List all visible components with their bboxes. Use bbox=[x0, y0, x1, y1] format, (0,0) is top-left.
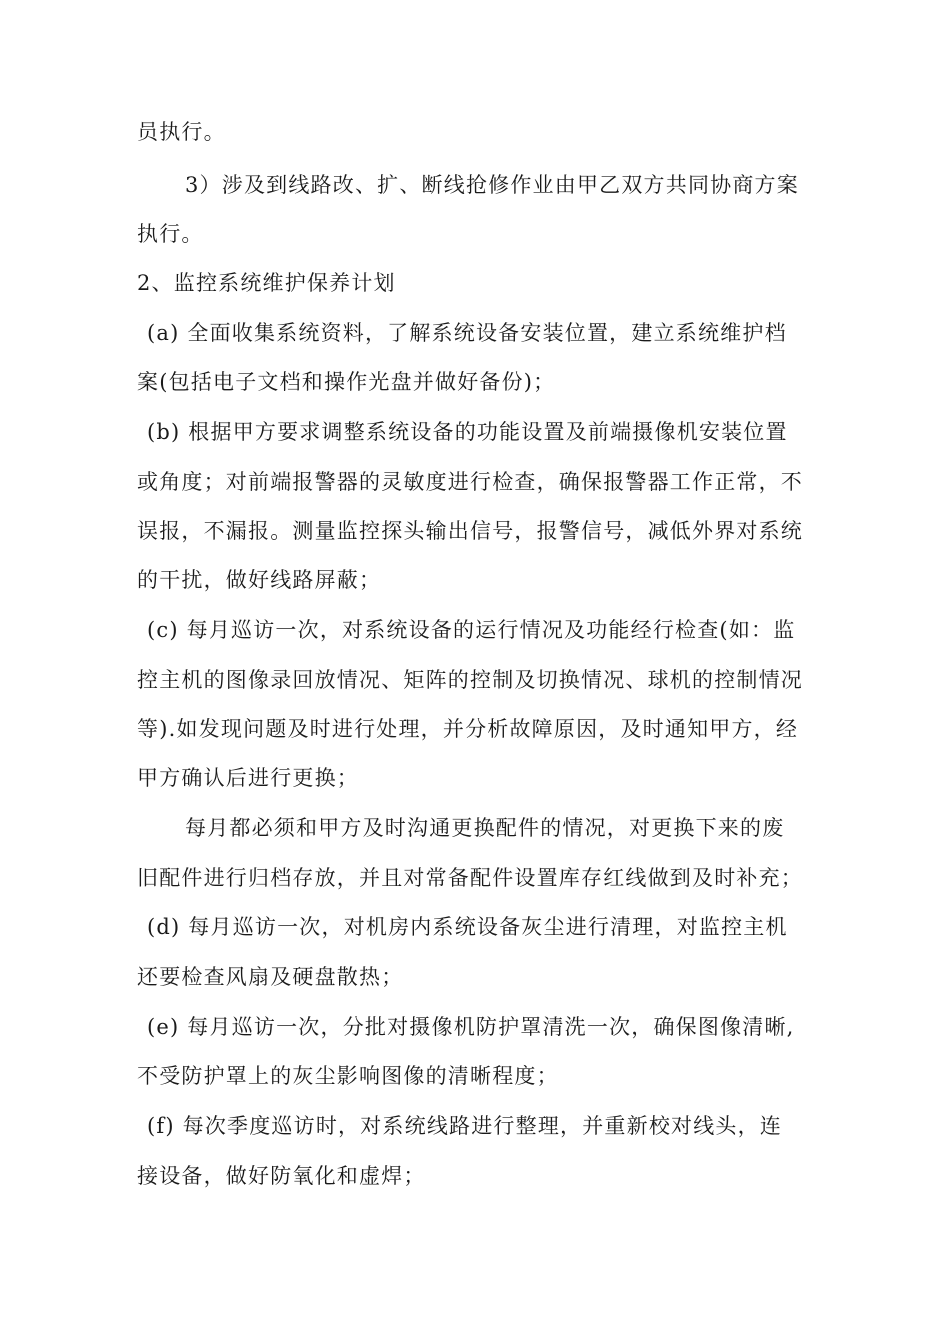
text-line: (f) 每次季度巡访时，对系统线路进行整理，并重新校对线头，连 bbox=[147, 1114, 783, 1138]
text-line: 执行。 bbox=[137, 222, 204, 246]
text-line: 案(包括电子文档和操作光盘并做好备份)； bbox=[137, 370, 556, 394]
text-line: (c) 每月巡访一次，对系统设备的运行情况及功能经行检查(如：监 bbox=[147, 618, 796, 642]
text-line: (e) 每月巡访一次，分批对摄像机防护罩清洗一次，确保图像清晰, bbox=[147, 1015, 795, 1039]
text-line: 不受防护罩上的灰尘影响图像的清晰程度； bbox=[137, 1064, 559, 1088]
text-line: 旧配件进行归档存放，并且对常备配件设置库存红线做到及时补充； bbox=[137, 866, 803, 890]
text-line: 3）涉及到线路改、扩、断线抢修作业由甲乙双方共同协商方案 bbox=[185, 173, 799, 197]
text-line: 每月都必须和甲方及时沟通更换配件的情况，对更换下来的废 bbox=[185, 816, 785, 840]
text-line: 误报，不漏报。测量监控探头输出信号，报警信号，减低外界对系统 bbox=[137, 519, 803, 543]
text-line: (b) 根据甲方要求调整系统设备的功能设置及前端摄像机安装位置 bbox=[147, 420, 788, 444]
text-line: 员执行。 bbox=[137, 120, 226, 144]
text-line: 控主机的图像录回放情况、矩阵的控制及切换情况、球机的控制情况 bbox=[137, 668, 803, 692]
text-line: (a) 全面收集系统资料，了解系统设备安装位置，建立系统维护档 bbox=[147, 321, 787, 345]
section-heading: 2、监控系统维护保养计划 bbox=[137, 271, 396, 295]
text-line: 的干扰，做好线路屏蔽； bbox=[137, 568, 382, 592]
text-line: (d) 每月巡访一次，对机房内系统设备灰尘进行清理，对监控主机 bbox=[147, 915, 788, 939]
text-line: 甲方确认后进行更换； bbox=[137, 766, 359, 790]
text-line: 接设备，做好防氧化和虚焊； bbox=[137, 1164, 426, 1188]
text-line: 还要检查风扇及硬盘散热； bbox=[137, 965, 404, 989]
text-line: 或角度；对前端报警器的灵敏度进行检查，确保报警器工作正常，不 bbox=[137, 470, 803, 494]
text-line: 等).如发现问题及时进行处理，并分析故障原因，及时通知甲方，经 bbox=[137, 717, 799, 741]
